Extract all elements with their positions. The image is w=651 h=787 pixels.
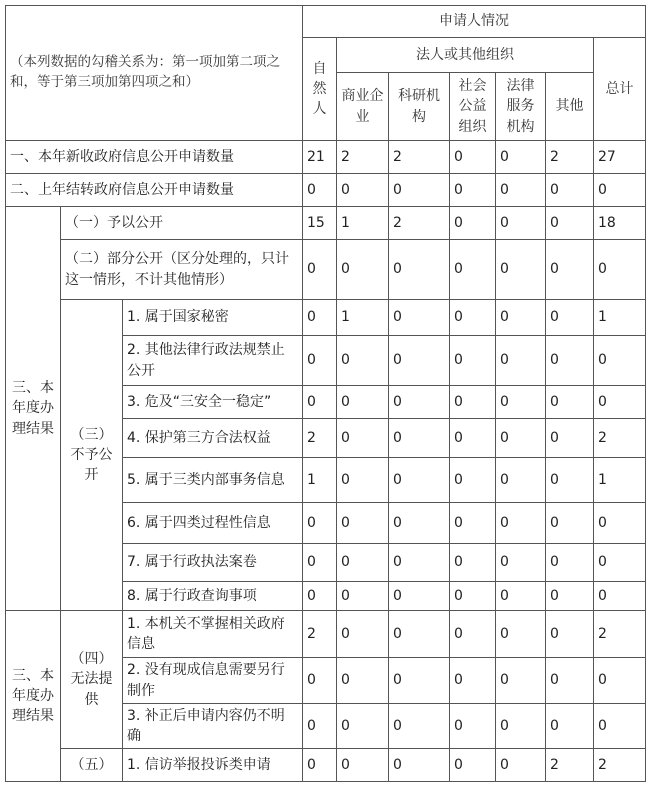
cell-commercial: 2 <box>337 141 389 174</box>
cell-social-welfare: 0 <box>450 658 496 704</box>
header-note: （本列数据的勾稽关系为：第一项加第二项之和，等于第三项加第四项之和） <box>6 6 303 141</box>
cell-legal-service: 0 <box>496 386 546 419</box>
header-total: 总计 <box>594 38 646 141</box>
cell-total: 2 <box>594 419 646 458</box>
cell-social-welfare: 0 <box>450 419 496 458</box>
cell-research: 0 <box>389 386 450 419</box>
cell-total: 0 <box>594 544 646 582</box>
row-label: 2. 其他法律行政法规禁止公开 <box>123 336 303 386</box>
header-applicant-situation: 申请人情况 <box>303 6 646 38</box>
cell-social-welfare: 0 <box>450 207 496 240</box>
cell-total: 0 <box>594 658 646 704</box>
cell-natural-person: 2 <box>303 611 337 658</box>
cell-natural-person: 0 <box>303 544 337 582</box>
cell-legal-service: 0 <box>496 749 546 782</box>
row-label: 4. 保护第三方合法权益 <box>123 419 303 458</box>
cell-social-welfare: 0 <box>450 240 496 300</box>
cell-other: 0 <box>546 336 594 386</box>
cell-commercial: 0 <box>337 544 389 582</box>
row-label: 5. 属于三类内部事务信息 <box>123 458 303 503</box>
row-label: 1. 信访举报投诉类申请 <box>123 749 303 782</box>
cell-research: 2 <box>389 141 450 174</box>
cell-commercial: 0 <box>337 419 389 458</box>
cell-natural-person: 0 <box>303 749 337 782</box>
cell-legal-service: 0 <box>496 174 546 207</box>
cell-other: 0 <box>546 240 594 300</box>
cell-natural-person: 0 <box>303 174 337 207</box>
row-label: 1. 本机关不掌握相关政府信息 <box>123 611 303 658</box>
cell-social-welfare: 0 <box>450 544 496 582</box>
cell-research: 0 <box>389 240 450 300</box>
cell-other: 0 <box>546 174 594 207</box>
table-row <box>6 207 646 240</box>
cell-commercial: 1 <box>337 207 389 240</box>
cell-commercial: 0 <box>337 658 389 704</box>
cell-total: 0 <box>594 336 646 386</box>
table-row <box>6 240 646 300</box>
cell-legal-service: 0 <box>496 658 546 704</box>
cell-natural-person: 0 <box>303 704 337 749</box>
cell-legal-service: 0 <box>496 419 546 458</box>
cell-total: 0 <box>594 174 646 207</box>
cell-research: 0 <box>389 300 450 336</box>
row-label: 3. 补正后申请内容仍不明确 <box>123 704 303 749</box>
cell-commercial: 0 <box>337 704 389 749</box>
cell-total: 27 <box>594 141 646 174</box>
cell-natural-person: 2 <box>303 419 337 458</box>
row-label: 二、上年结转政府信息公开申请数量 <box>6 174 303 207</box>
cell-legal-service: 0 <box>496 240 546 300</box>
cell-natural-person: 21 <box>303 141 337 174</box>
cell-social-welfare: 0 <box>450 582 496 611</box>
cell-research: 0 <box>389 658 450 704</box>
header-other: 其他 <box>546 73 594 141</box>
cell-legal-service: 0 <box>496 300 546 336</box>
cell-social-welfare: 0 <box>450 611 496 658</box>
cell-social-welfare: 0 <box>450 336 496 386</box>
cell-commercial: 1 <box>337 300 389 336</box>
cell-total: 0 <box>594 503 646 544</box>
cell-other: 0 <box>546 207 594 240</box>
group-annual-result-2: 三、本年度办理结果 <box>6 611 61 782</box>
cell-other: 2 <box>546 749 594 782</box>
cell-other: 0 <box>546 611 594 658</box>
row-label: 2. 没有现成信息需要另行制作 <box>123 658 303 704</box>
cell-legal-service: 0 <box>496 141 546 174</box>
row-label: （一）予以公开 <box>61 207 303 240</box>
cell-natural-person: 0 <box>303 336 337 386</box>
cell-natural-person: 0 <box>303 503 337 544</box>
cell-research: 0 <box>389 582 450 611</box>
cell-legal-service: 0 <box>496 207 546 240</box>
table-row <box>6 749 646 782</box>
table-row <box>6 611 646 658</box>
group-five: （五） <box>61 749 123 782</box>
cell-legal-service: 0 <box>496 704 546 749</box>
cell-total: 0 <box>594 240 646 300</box>
header-natural-person: 自然人 <box>303 38 337 141</box>
cell-other: 0 <box>546 419 594 458</box>
cell-legal-service: 0 <box>496 458 546 503</box>
cell-research: 0 <box>389 174 450 207</box>
table-row <box>6 174 646 207</box>
cell-natural-person: 0 <box>303 582 337 611</box>
cell-natural-person: 0 <box>303 240 337 300</box>
cell-other: 0 <box>546 544 594 582</box>
cell-other: 0 <box>546 300 594 336</box>
cell-natural-person: 0 <box>303 386 337 419</box>
cell-commercial: 0 <box>337 749 389 782</box>
cell-commercial: 0 <box>337 582 389 611</box>
cell-natural-person: 0 <box>303 658 337 704</box>
header-research: 科研机构 <box>389 73 450 141</box>
cell-total: 2 <box>594 749 646 782</box>
cell-research: 0 <box>389 336 450 386</box>
cell-natural-person: 15 <box>303 207 337 240</box>
cell-other: 2 <box>546 141 594 174</box>
header-social-welfare: 社会公益组织 <box>450 73 496 141</box>
cell-research: 0 <box>389 419 450 458</box>
cell-commercial: 0 <box>337 386 389 419</box>
row-label: 3. 危及“三安全一稳定” <box>123 386 303 419</box>
cell-other: 0 <box>546 658 594 704</box>
cell-legal-service: 0 <box>496 582 546 611</box>
cell-research: 2 <box>389 207 450 240</box>
cell-research: 0 <box>389 544 450 582</box>
cell-social-welfare: 0 <box>450 503 496 544</box>
cell-legal-service: 0 <box>496 336 546 386</box>
cell-total: 1 <box>594 458 646 503</box>
table-row <box>6 300 646 336</box>
cell-other: 0 <box>546 386 594 419</box>
cell-other: 0 <box>546 503 594 544</box>
row-label: 8. 属于行政查询事项 <box>123 582 303 611</box>
cell-natural-person: 0 <box>303 300 337 336</box>
cell-research: 0 <box>389 458 450 503</box>
table-row <box>6 141 646 174</box>
cell-total: 2 <box>594 611 646 658</box>
group-not-public: （三）不予公开 <box>61 300 123 611</box>
row-label: 6. 属于四类过程性信息 <box>123 503 303 544</box>
cell-total: 18 <box>594 207 646 240</box>
cell-legal-service: 0 <box>496 544 546 582</box>
cell-social-welfare: 0 <box>450 749 496 782</box>
cell-other: 0 <box>546 704 594 749</box>
cell-legal-service: 0 <box>496 503 546 544</box>
row-label: 7. 属于行政执法案卷 <box>123 544 303 582</box>
cell-commercial: 0 <box>337 336 389 386</box>
cell-social-welfare: 0 <box>450 458 496 503</box>
group-annual-result: 三、本年度办理结果 <box>6 207 61 611</box>
cell-other: 0 <box>546 582 594 611</box>
cell-social-welfare: 0 <box>450 174 496 207</box>
cell-legal-service: 0 <box>496 611 546 658</box>
cell-commercial: 0 <box>337 458 389 503</box>
cell-research: 0 <box>389 749 450 782</box>
cell-research: 0 <box>389 611 450 658</box>
cell-total: 0 <box>594 386 646 419</box>
cell-social-welfare: 0 <box>450 141 496 174</box>
cell-commercial: 0 <box>337 240 389 300</box>
header-legal-entities: 法人或其他组织 <box>337 38 594 73</box>
cell-commercial: 0 <box>337 503 389 544</box>
cell-research: 0 <box>389 704 450 749</box>
cell-total: 1 <box>594 300 646 336</box>
header-commercial: 商业企业 <box>337 73 389 141</box>
cell-total: 0 <box>594 582 646 611</box>
cell-other: 0 <box>546 458 594 503</box>
cell-natural-person: 1 <box>303 458 337 503</box>
cell-commercial: 0 <box>337 174 389 207</box>
cell-commercial: 0 <box>337 611 389 658</box>
header-legal-service: 法律服务机构 <box>496 73 546 141</box>
row-label: 1. 属于国家秘密 <box>123 300 303 336</box>
row-label: 一、本年新收政府信息公开申请数量 <box>6 141 303 174</box>
row-label: （二）部分公开（区分处理的，只计这一情形，不计其他情形） <box>61 240 303 300</box>
cell-social-welfare: 0 <box>450 300 496 336</box>
info-disclosure-table <box>5 5 646 782</box>
cell-research: 0 <box>389 503 450 544</box>
cell-social-welfare: 0 <box>450 386 496 419</box>
cell-total: 0 <box>594 704 646 749</box>
group-unable: （四）无法提供 <box>61 611 123 749</box>
cell-social-welfare: 0 <box>450 704 496 749</box>
